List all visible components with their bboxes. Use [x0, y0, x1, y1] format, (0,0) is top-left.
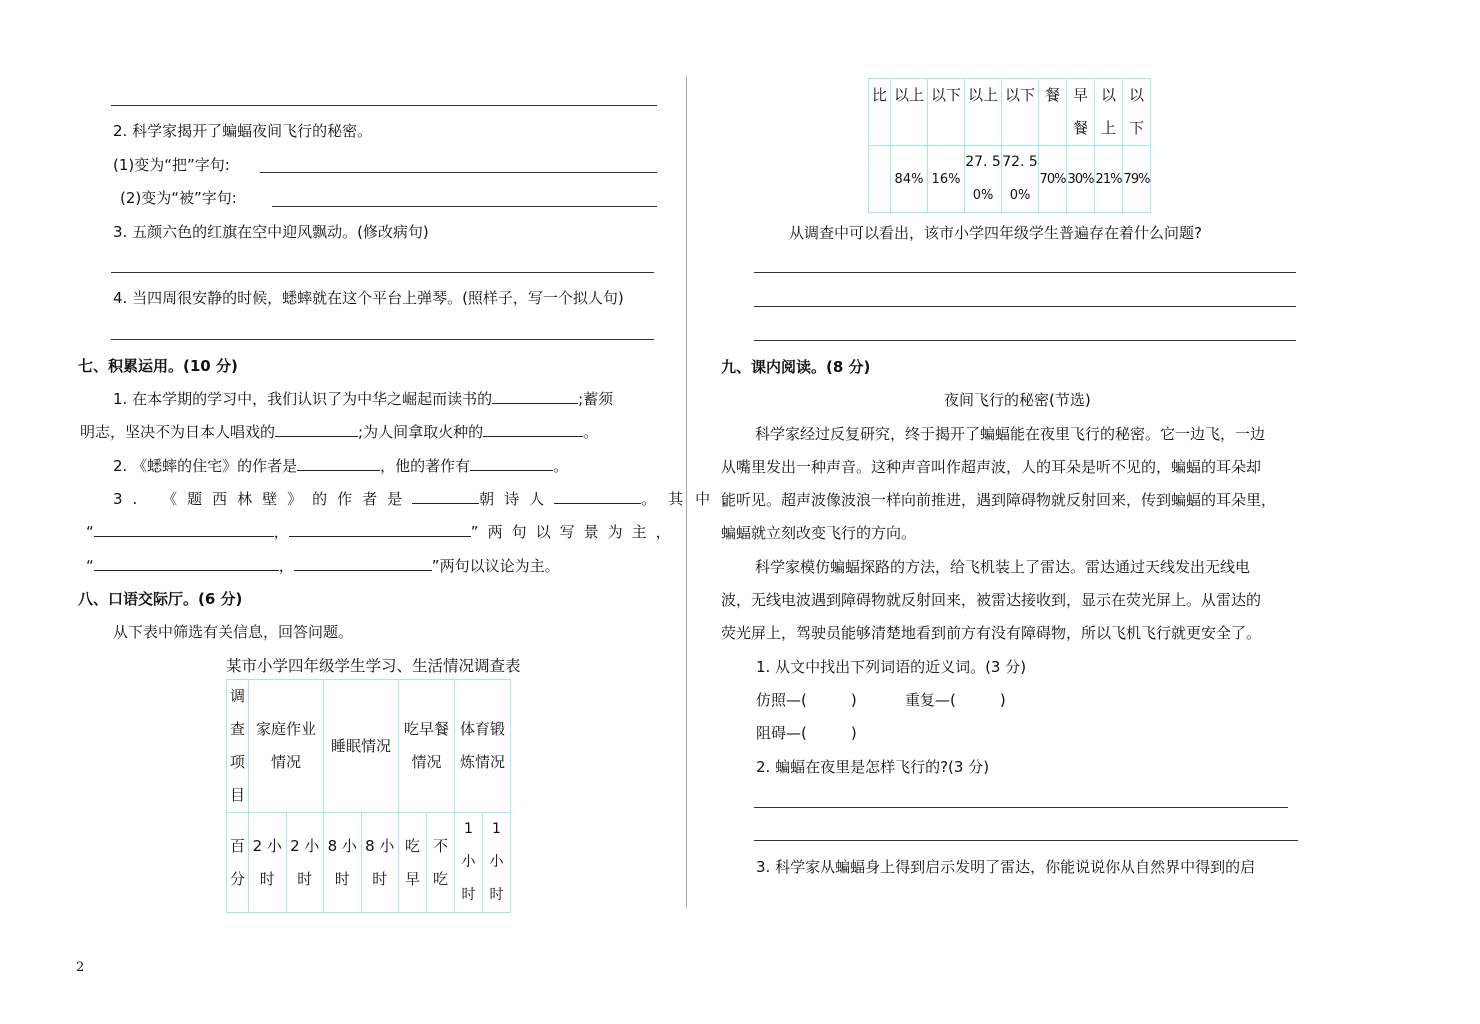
answer-line[interactable] [111, 339, 654, 340]
percent-value: 30% [1067, 171, 1094, 187]
section-7-q2 [113, 456, 568, 476]
answer-line[interactable] [272, 206, 657, 207]
label: (2)变为“被”字句: [120, 189, 237, 207]
text: 时 [372, 869, 388, 888]
fill-blank[interactable] [483, 422, 583, 437]
text: 。 [553, 457, 569, 475]
text: 。其中， [641, 490, 750, 508]
table-cell [928, 146, 965, 213]
fill-blank[interactable] [297, 456, 380, 471]
survey-table-continued [868, 78, 1151, 213]
survey-question: 从调查中可以看出，该市小学四年级学生普遍存在着什么问题? [789, 224, 1202, 242]
text: ;为人间拿取火种的 [358, 423, 484, 441]
text: ，他的著作有 [380, 457, 471, 475]
table-cell [1039, 79, 1067, 146]
text: 3. 《题西林壁》的作者是 [113, 490, 413, 508]
answer-line[interactable] [754, 306, 1296, 307]
text: 以 [1100, 86, 1116, 104]
text: 餐 [1072, 119, 1088, 137]
page-number: 2 [76, 960, 85, 975]
table-cell [1039, 146, 1067, 213]
text: 以下 [1004, 86, 1035, 104]
table-cell [1123, 146, 1151, 213]
question-6-3: 3. 五颜六色的红旗在空中迎风飘动。(修改病句) [113, 223, 429, 241]
section-7-q3-line3 [86, 556, 560, 576]
table-cell [1067, 146, 1095, 213]
passage-p1-line1: 科学家经过反复研究，终于揭开了蝙蝠能在夜里飞行的秘密。它一边飞，一边 [755, 425, 1266, 443]
text: ”两句以写景为主， [470, 523, 680, 541]
table-cell [1123, 79, 1151, 146]
section-7-q1-line2 [80, 422, 598, 442]
survey-table [226, 679, 511, 913]
header-exercise [455, 680, 511, 813]
section-7-title: 七、积累运用。(10 分) [78, 357, 238, 375]
text: “ [86, 557, 94, 575]
text: ， [273, 523, 289, 541]
header-sleep [324, 680, 399, 813]
text: 。 [583, 423, 599, 441]
synonym-item-2 [905, 690, 1006, 710]
table-cell [891, 79, 928, 146]
table-title: 某市小学四年级学生学习、生活情况调查表 [226, 657, 521, 675]
text: 调 [229, 687, 245, 705]
text: 吃 [404, 836, 420, 855]
answer-line[interactable] [260, 172, 657, 173]
fill-blank[interactable] [294, 556, 432, 571]
text: 情况 [411, 753, 442, 771]
text: 时 [334, 869, 350, 888]
question-6-2-2 [120, 188, 237, 208]
text: ， [278, 557, 294, 575]
section-9-q3: 3. 科学家从蝙蝠身上得到启示发明了雷达，你能说说你从自然界中得到的启 [756, 858, 1256, 876]
percent-value: 27. 5 [965, 154, 1001, 170]
text: 2. 《蟋蟀的住宅》的作者是 [113, 457, 298, 475]
answer-line[interactable] [754, 840, 1298, 841]
percent-value: 79% [1123, 171, 1150, 187]
section-7-q3-line2 [86, 522, 680, 542]
text: 不 [432, 836, 448, 855]
text: ) [850, 724, 857, 742]
text: 8 小 [365, 836, 395, 855]
column-divider [686, 76, 687, 908]
table-cell [965, 146, 1002, 213]
text: 分 [229, 869, 245, 888]
text: 2 小 [290, 836, 320, 855]
text: 重复—( [905, 691, 956, 709]
text: 时 [259, 869, 275, 888]
text: “ [86, 523, 94, 541]
text: 项 [229, 753, 245, 771]
table-cell [286, 813, 324, 913]
text: 朝诗人 [479, 490, 555, 508]
text: 早 [404, 869, 420, 888]
fill-blank[interactable] [554, 489, 641, 504]
text: 阻碍—( [756, 724, 807, 742]
text: 下 [1128, 119, 1144, 137]
text: 1 小 [489, 821, 504, 870]
fill-blank[interactable] [94, 556, 279, 571]
table-cell [227, 813, 249, 913]
fill-blank[interactable] [470, 456, 553, 471]
question-6-2-1 [113, 155, 230, 175]
text: 吃 [432, 869, 448, 888]
text: 8 小 [327, 836, 357, 855]
text: 餐 [1044, 86, 1060, 104]
table-cell [1095, 79, 1123, 146]
passage-title: 夜间飞行的秘密(节选) [944, 391, 1091, 409]
text: ) [850, 691, 857, 709]
table-cell [455, 813, 483, 913]
fill-blank[interactable] [412, 489, 479, 504]
table-cell [1002, 146, 1039, 213]
text: 比 [871, 86, 887, 104]
answer-line[interactable] [754, 807, 1288, 808]
passage-p2-line2: 波，无线电波遇到障碍物就反射回来，被雷达接收到，显示在荧光屏上。从雷达的 [721, 591, 1262, 609]
table-cell [869, 146, 891, 213]
header-homework [249, 680, 324, 813]
percent-value: 84% [894, 171, 924, 187]
text: 睡眠情况 [330, 736, 391, 755]
answer-line[interactable] [111, 272, 654, 273]
text: 时 [461, 887, 476, 903]
text: 炼情况 [459, 753, 505, 771]
section-8-title: 八、口语交际厅。(6 分) [78, 590, 243, 608]
table-cell [1002, 79, 1039, 146]
percent-value: 16% [931, 171, 961, 187]
table-cell [1067, 79, 1095, 146]
synonym-item-1 [756, 690, 857, 710]
table-cell [928, 79, 965, 146]
text: 查 [229, 720, 245, 738]
answer-line[interactable] [111, 105, 657, 106]
text: 家庭作业 [255, 720, 316, 738]
table-cell [869, 79, 891, 146]
text: 以 [1128, 86, 1144, 104]
section-9-q2: 2. 蝙蝠在夜里是怎样飞行的?(3 分) [756, 758, 990, 776]
section-8-intro: 从下表中筛选有关信息，回答问题。 [113, 623, 354, 641]
text: ) [999, 691, 1006, 709]
fill-blank[interactable] [275, 422, 358, 437]
section-7-q1-line1 [113, 389, 613, 409]
percent-value: 21% [1095, 171, 1122, 187]
table-cell [361, 813, 399, 913]
passage-p2-line3: 荧光屏上，驾驶员能够清楚地看到前方有没有障碍物，所以飞机飞行就更安全了。 [721, 624, 1262, 642]
text: 目 [229, 786, 245, 804]
text: 2 小 [252, 836, 282, 855]
text: 体育锻 [459, 720, 505, 738]
section-7-q3-line1 [113, 489, 750, 509]
text: 时 [297, 869, 313, 888]
passage-p1-line3: 能听见。超声波像波浪一样向前推进，遇到障碍物就反射回来，传到蝙蝠的耳朵里， [721, 491, 1277, 509]
text: 明志，坚决不为日本人唱戏的 [80, 423, 276, 441]
text: 以下 [930, 86, 961, 104]
passage-p2-line1: 科学家模仿蝙蝠探路的方法，给飞机装上了雷达。雷达通过天线发出无线电 [755, 558, 1251, 576]
table-cell [891, 146, 928, 213]
table-cell [483, 813, 511, 913]
percent-value: 70% [1039, 171, 1066, 187]
synonym-item-3 [756, 723, 857, 743]
text: ;蓄须 [578, 390, 614, 408]
text: ”两句以议论为主。 [431, 557, 560, 575]
table-cell [965, 79, 1002, 146]
fill-blank[interactable] [94, 522, 274, 537]
table-cell [1095, 146, 1123, 213]
text: 1 小 [461, 821, 476, 870]
table-cell [427, 813, 455, 913]
table-cell [324, 813, 362, 913]
text: 上 [1100, 119, 1116, 137]
percent-value: 0% [972, 188, 994, 203]
text: 时 [489, 887, 504, 903]
text: 以上 [967, 86, 998, 104]
header-survey-item [227, 680, 249, 813]
passage-p1-line2: 从嘴里发出一种声音。这种声音叫作超声波，人的耳朵是听不见的，蝙蝠的耳朵却 [721, 458, 1262, 476]
table-cell [249, 813, 287, 913]
question-6-2: 2. 科学家揭开了蝙蝠夜间飞行的秘密。 [113, 122, 373, 140]
text: 1. 在本学期的学习中，我们认识了为中华之崛起而读书的 [113, 390, 493, 408]
question-6-4: 4. 当四周很安静的时候，蟋蟀就在这个平台上弹琴。(照样子，写一个拟人句) [113, 289, 624, 307]
section-9-title: 九、课内阅读。(8 分) [721, 358, 871, 376]
passage-p1-line4: 蝙蝠就立刻改变飞行的方向。 [721, 524, 917, 542]
text: 早 [1072, 86, 1088, 104]
text: 百 [229, 836, 245, 855]
table-cell [399, 813, 427, 913]
text: 以上 [893, 86, 924, 104]
answer-line[interactable] [754, 340, 1296, 341]
percent-value: 72. 5 [1002, 154, 1038, 170]
answer-line[interactable] [754, 272, 1296, 273]
label: (1)变为“把”字句: [113, 156, 230, 174]
fill-blank[interactable] [289, 522, 471, 537]
text: 情况 [270, 753, 301, 771]
text: 吃早餐 [403, 720, 449, 738]
fill-blank[interactable] [492, 389, 578, 404]
header-breakfast [399, 680, 455, 813]
section-9-q1: 1. 从文中找出下列词语的近义词。(3 分) [756, 658, 1027, 676]
percent-value: 0% [1009, 188, 1031, 203]
text: 仿照—( [756, 691, 807, 709]
